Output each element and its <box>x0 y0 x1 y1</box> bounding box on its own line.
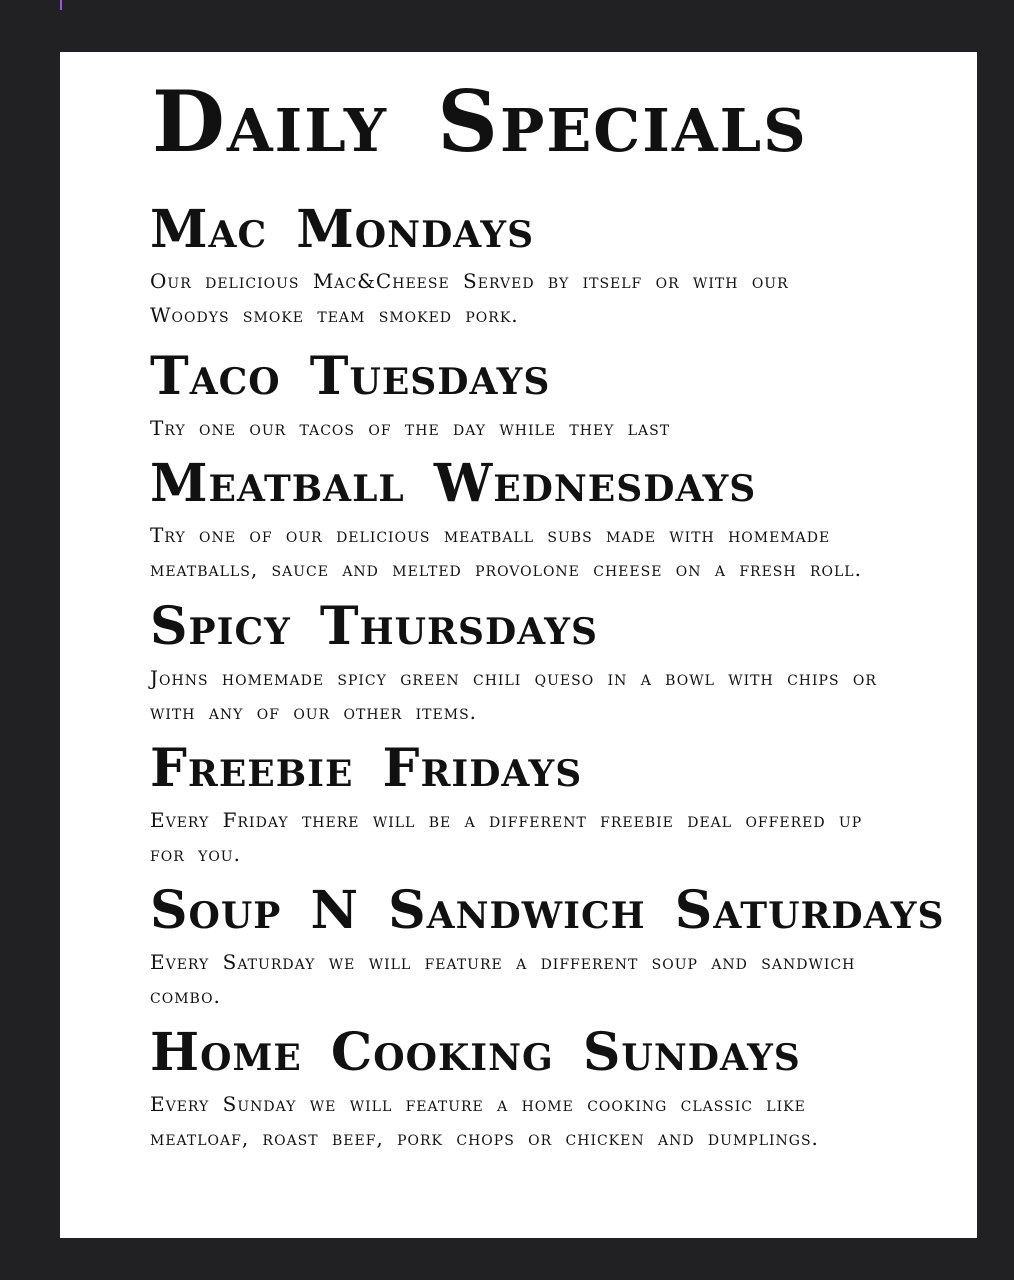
document-page <box>60 52 977 1238</box>
special-description: Try one our tacos of the day while they last <box>150 416 671 440</box>
text-cursor-marker <box>60 0 62 10</box>
special-description: Our delicious Mac&Cheese Served by itself or with our Woodys smoke team smoked pork. <box>150 269 789 327</box>
special-description: Every Saturday we will feature a different soup and sandwich combo. <box>150 950 856 1008</box>
special-description: Try one of our delicious meatball subs made with homemade meatballs, sauce and melted provolone cheese on a fresh roll. <box>150 523 862 581</box>
special-heading: Meatball Wednesdays <box>150 453 757 514</box>
special-description: Every Sunday we will feature a home cooking classic like meatloaf, roast beef, pork chops or chicken and dumplings. <box>150 1092 819 1150</box>
page-title: Daily Specials <box>152 72 808 171</box>
special-heading: Mac Mondays <box>150 199 535 260</box>
special-soup-n-sandwich-saturdays <box>150 880 945 1013</box>
special-heading: Home Cooking Sundays <box>150 1022 801 1083</box>
special-meatball-wednesdays <box>150 453 890 586</box>
special-spicy-thursdays <box>150 596 890 729</box>
special-heading: Soup N Sandwich Saturdays <box>150 880 945 941</box>
special-mac-mondays <box>150 199 890 332</box>
special-home-cooking-sundays <box>150 1022 890 1155</box>
special-description: Every Friday there will be a different freebie deal offered up for you. <box>150 808 863 866</box>
special-heading: Freebie Fridays <box>150 738 583 799</box>
special-heading: Spicy Thursdays <box>150 596 598 657</box>
special-freebie-fridays <box>150 738 890 871</box>
special-description: Johns homemade spicy green chili queso in a bowl with chips or with any of our other items. <box>150 666 877 724</box>
special-taco-tuesdays <box>150 346 890 445</box>
special-heading: Taco Tuesdays <box>150 346 551 407</box>
